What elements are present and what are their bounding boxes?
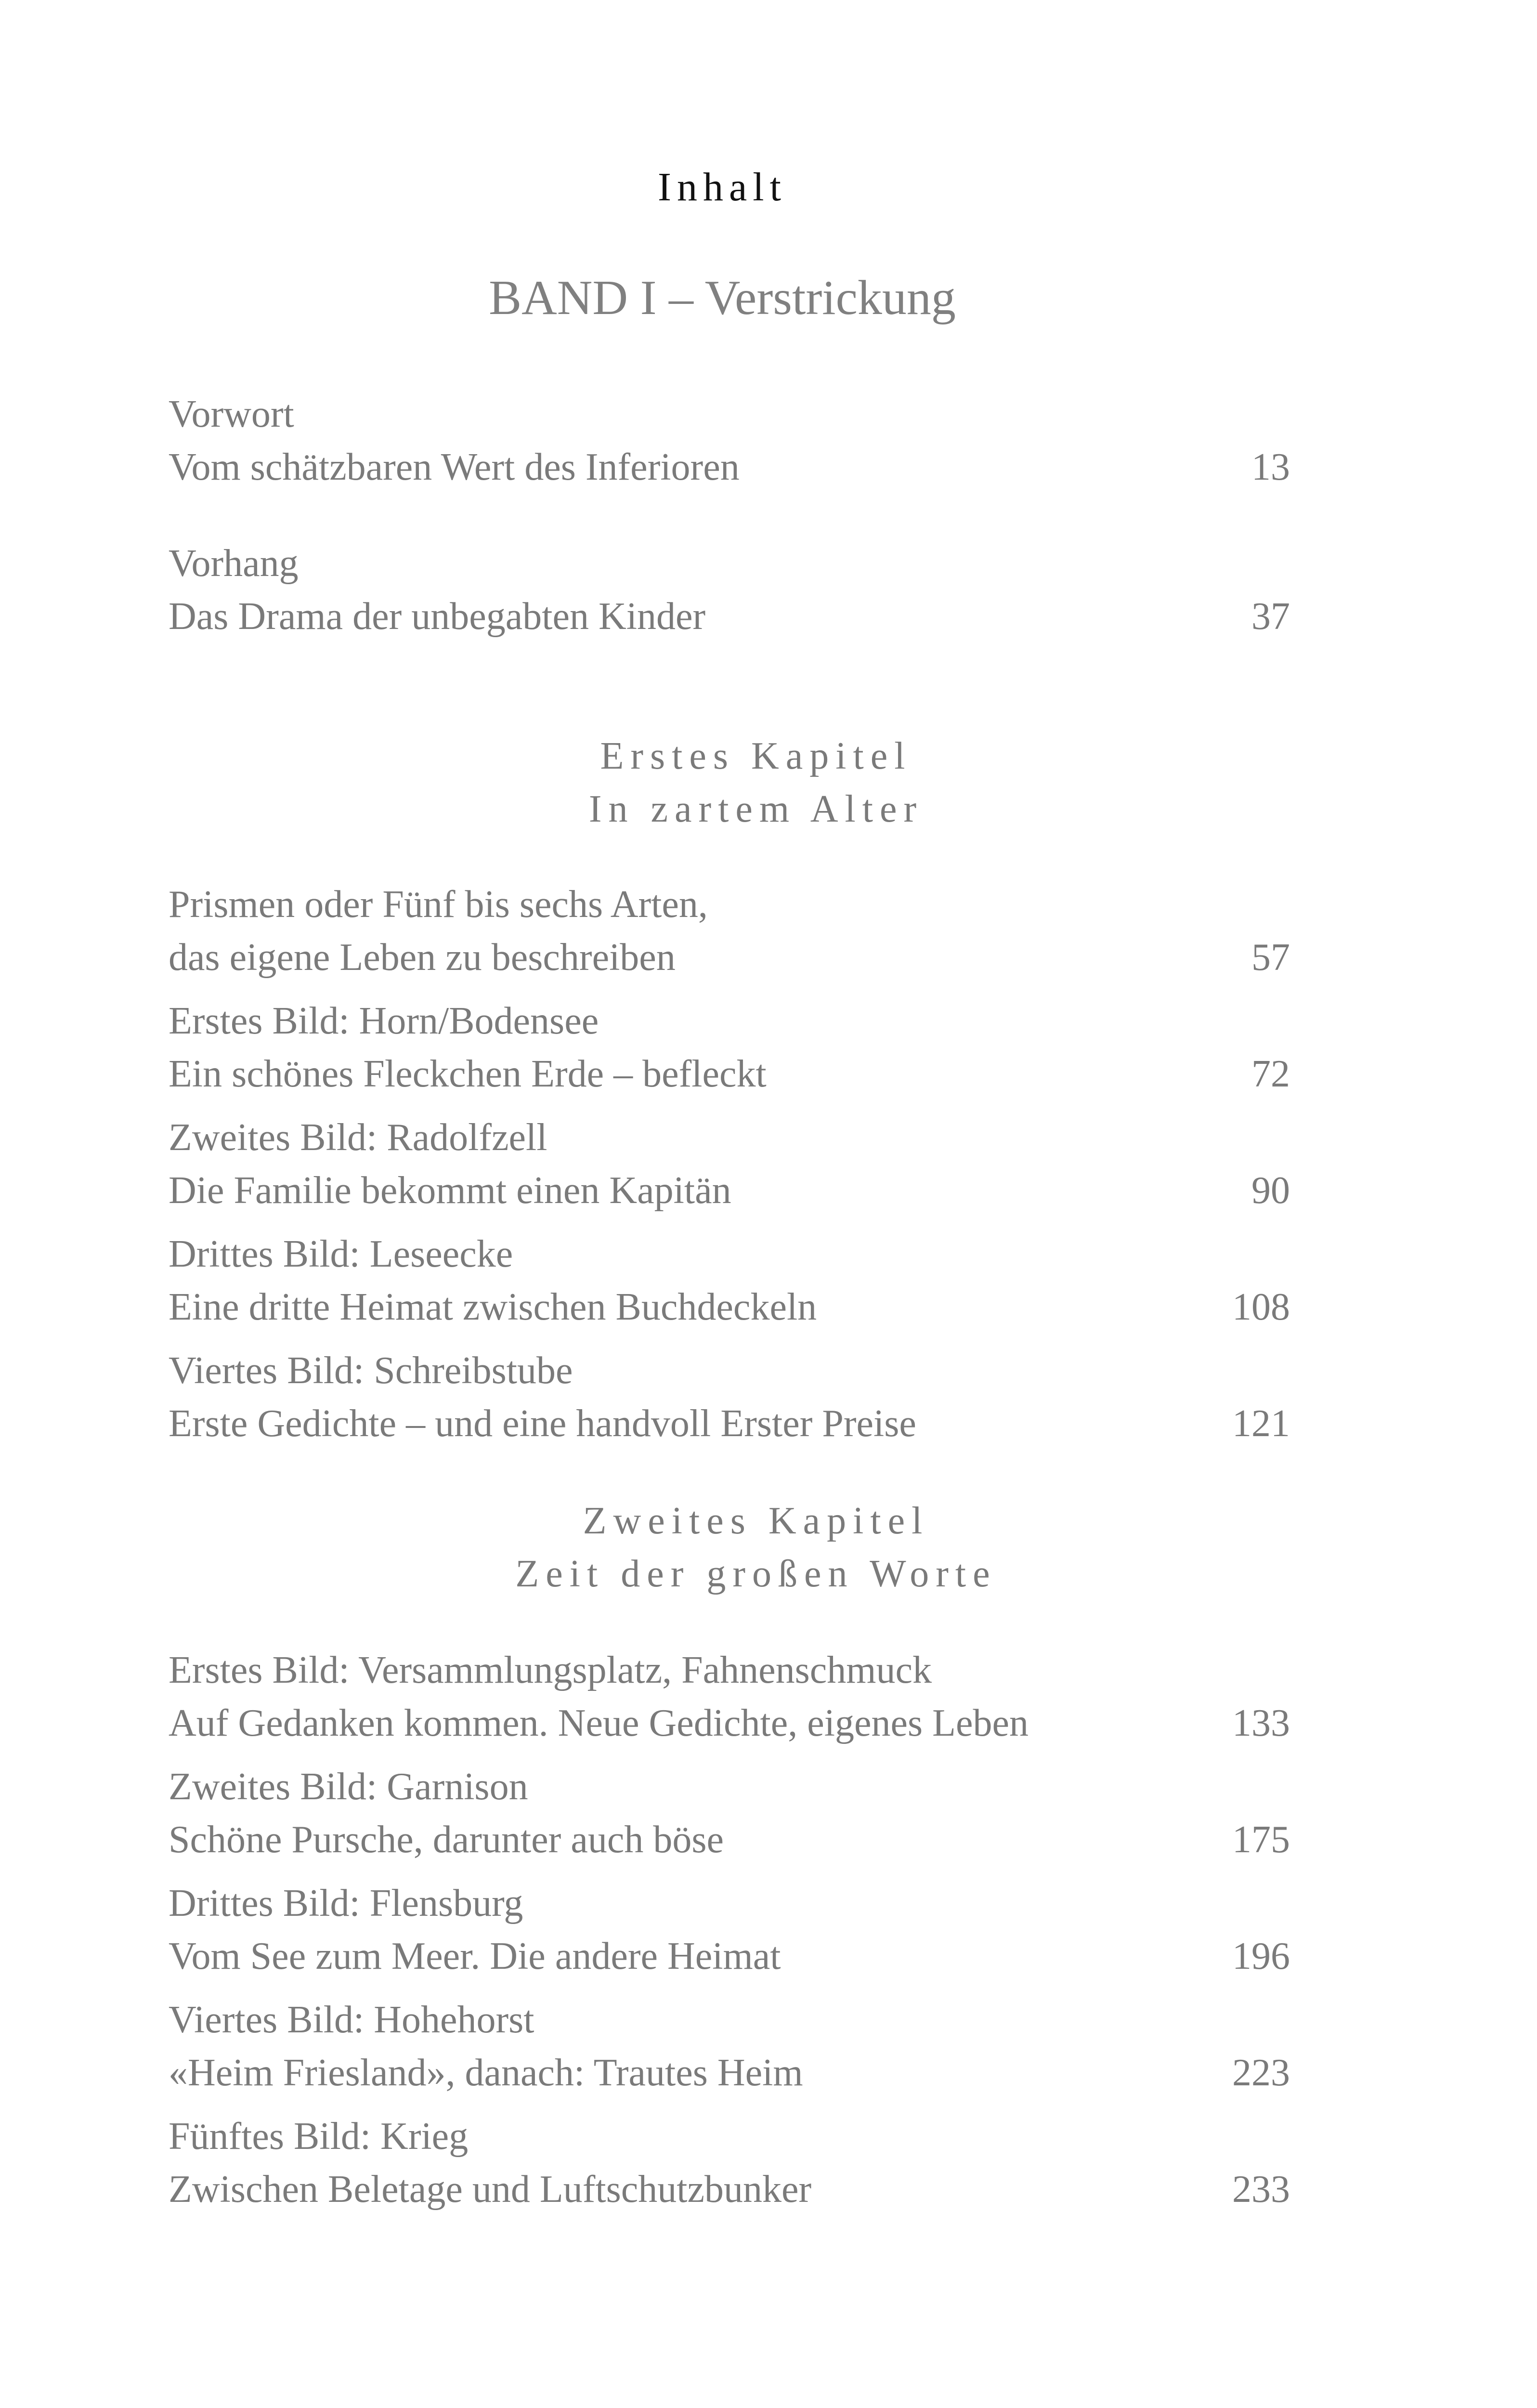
entry-subtitle: Das Drama der unbegabten Kinder	[169, 595, 706, 638]
chapter-name: In zartem Alter	[588, 788, 924, 830]
entry-title: Erstes Bild: Horn/Bodensee	[169, 1000, 599, 1042]
entry-subtitle: Auf Gedanken kommen. Neue Gedichte, eigenes Leben	[169, 1702, 1029, 1744]
entry-page-number: 196	[1232, 1935, 1290, 1977]
contents-title: Inhalt	[658, 165, 787, 209]
entry-title: Drittes Bild: Leseecke	[169, 1233, 513, 1275]
entry-title: Fünftes Bild: Krieg	[169, 2115, 469, 2158]
entry-title: Zweites Bild: Radolfzell	[169, 1116, 547, 1159]
entry-subtitle: «Heim Friesland», danach: Trautes Heim	[169, 2052, 803, 2094]
entry-title: Drittes Bild: Flensburg	[169, 1882, 523, 1924]
chapter-label: Erstes Kapitel	[600, 735, 912, 777]
entry-title: Erstes Bild: Versammlungsplatz, Fahnenschmuck	[169, 1649, 932, 1691]
chapter-name: Zeit der großen Worte	[515, 1553, 997, 1595]
entry-subtitle: Eine dritte Heimat zwischen Buchdeckeln	[169, 1286, 817, 1328]
entry-page-number: 13	[1251, 446, 1290, 488]
entry-subtitle: Schöne Pursche, darunter auch böse	[169, 1819, 724, 1861]
entry-page-number: 121	[1232, 1402, 1290, 1445]
entry-subtitle: Erste Gedichte – und eine handvoll Erster Preise	[169, 1402, 916, 1445]
entry-page-number: 37	[1251, 595, 1290, 638]
entry-title: Zweites Bild: Garnison	[169, 1766, 528, 1808]
entry-page-number: 175	[1232, 1819, 1290, 1861]
entry-subtitle: Zwischen Beletage und Luftschutzbunker	[169, 2168, 812, 2211]
entry-page-number: 233	[1232, 2168, 1290, 2211]
entry-title: Viertes Bild: Hohehorst	[169, 1999, 534, 2041]
entry-title: Vorwort	[169, 393, 294, 435]
entry-page-number: 90	[1251, 1169, 1290, 1212]
entry-title: Prismen oder Fünf bis sechs Arten,	[169, 883, 708, 926]
entry-subtitle: Vom schätzbaren Wert des Inferioren	[169, 446, 740, 488]
chapter-label: Zweites Kapitel	[583, 1500, 929, 1542]
entry-subtitle: Die Familie bekommt einen Kapitän	[169, 1169, 731, 1212]
entry-page-number: 57	[1251, 936, 1290, 979]
entry-subtitle: Ein schönes Fleckchen Erde – befleckt	[169, 1053, 767, 1095]
entry-page-number: 223	[1232, 2052, 1290, 2094]
band-title: BAND I – Verstrickung	[489, 271, 956, 325]
entry-title: Viertes Bild: Schreibstube	[169, 1349, 573, 1392]
entry-page-number: 108	[1232, 1286, 1290, 1328]
entry-subtitle: das eigene Leben zu beschreiben	[169, 936, 676, 979]
entry-title: Vorhang	[169, 542, 299, 585]
entry-page-number: 133	[1232, 1702, 1290, 1744]
entry-subtitle: Vom See zum Meer. Die andere Heimat	[169, 1935, 781, 1977]
entry-page-number: 72	[1251, 1053, 1290, 1095]
